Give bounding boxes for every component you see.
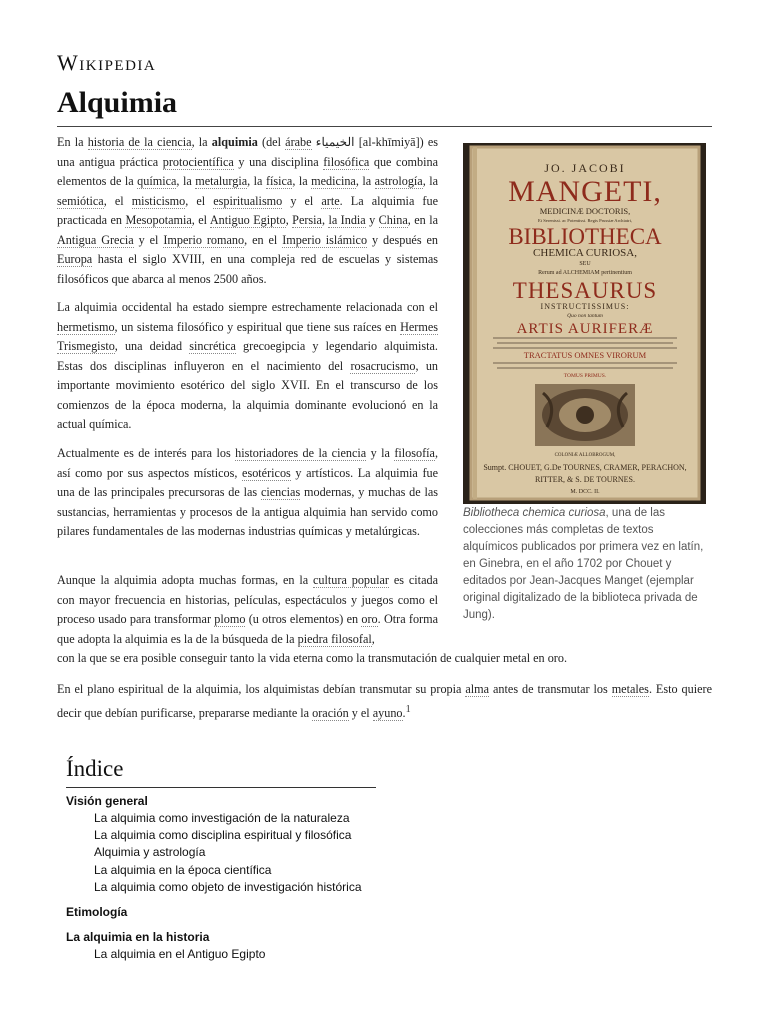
link-fisica[interactable]: física	[265, 174, 293, 188]
image-text-author: JO. JACOBI	[544, 161, 626, 175]
link-historiadores-ciencia[interactable]: historiadores de la ciencia	[235, 446, 367, 460]
link-hermes-trismegisto[interactable]: Hermes Trismegisto	[57, 319, 438, 353]
image-text-year: M. DCC. II.	[570, 489, 600, 495]
link-espiritualismo[interactable]: espiritualismo	[213, 193, 283, 208]
link-alma[interactable]: alma	[465, 682, 490, 696]
paragraph-occidental: La alquimia occidental ha estado siempre estrechamente relacionada con el hermetismo, un sistema filosófico y espiritual que tiene sus raíces en Hermes Trismegisto, una deidad sincrética grecoegipcia y legendario alquimista. Estas dos disciplinas influyeron en el nacimiento del rosacrucismo, un importante movimiento esotérico del siglo XVII. En el transcurso de los comienzos de la época moderna, la alquimia dominante evolucionó en la actual química.	[57, 300, 439, 431]
toc-divider	[66, 787, 376, 788]
image-text-bib: BIBLIOTHECA	[508, 224, 662, 249]
link-china[interactable]: China	[378, 213, 408, 227]
image-text-tract: TRACTATUS OMNES VIRORUM	[523, 350, 647, 360]
link-cultura-popular[interactable]: cultura popular	[313, 573, 389, 587]
paragraph-intro: En la historia de la ciencia, la alquimia (del árabe الخيمياء [al-khīmiyā]) es una antigua práctica protocientífica y una disciplina filosófica que combina elementos de la química, la metalurgia, la física, la medicina, la astrología, la semiótica, el misticismo, el espiritualismo y el arte. La alquimia fue practicada en Mesopotamia, el Antiguo Egipto, Persia, la India y China, en la Antigua Grecia y el Imperio romano, en el Imperio islámico y después en Europa hasta el siglo XVIII, en una compleja red de escuelas y sistemas filosóficos que abarca al menos 2500 años.	[57, 135, 439, 286]
link-sincretica[interactable]: sincrética	[189, 339, 236, 353]
link-arabe[interactable]: árabe	[285, 135, 312, 149]
link-antiguo-egipto[interactable]: Antiguo Egipto	[209, 213, 286, 227]
link-ciencias[interactable]: ciencias	[260, 485, 301, 499]
page-title: Alquimia	[57, 86, 178, 119]
reference-1[interactable]: 1	[405, 703, 411, 715]
link-misticismo[interactable]: misticismo	[131, 193, 186, 208]
image-text-chem: CHEMICA CURIOSA,	[533, 247, 637, 259]
figure-bibliotheca	[463, 143, 706, 624]
image-text-instr: INSTRUCTISSIMUS:	[540, 302, 630, 311]
link-antigua-grecia[interactable]: Antigua Grecia	[57, 232, 134, 247]
link-astrologia[interactable]: astrología	[374, 174, 423, 188]
toc-subitem[interactable]: La alquimia en la época científica	[94, 862, 272, 877]
title-divider	[57, 126, 712, 127]
link-oro[interactable]: oro	[361, 612, 378, 626]
link-europa[interactable]: Europa	[57, 252, 93, 266]
image-text-tomus: TOMUS PRIMUS.	[563, 373, 607, 379]
term-alquimia: alquimia	[211, 135, 258, 149]
figure-caption: Bibliotheca chemica curiosa, una de las colecciones más completas de textos alquímicos publicados por primera vez en latín, en Ginebra, en el año 1702 por Chouet y editados por Jean-Jacques Manget (ejemplar original digitalizado de la biblioteca privada de Jung).	[463, 507, 704, 621]
link-filosofia[interactable]: filosofía	[394, 446, 435, 460]
link-arte[interactable]: arte	[321, 193, 340, 208]
toc-item-alquimia-historia[interactable]: La alquimia en la historia	[66, 930, 210, 945]
link-semiotica[interactable]: semiótica	[57, 193, 104, 208]
link-plomo[interactable]: plomo	[214, 612, 246, 626]
link-esotericos[interactable]: esotéricos	[242, 465, 291, 480]
link-piedra-filosofal[interactable]: piedra filosofal	[297, 631, 372, 646]
link-metales[interactable]: metales	[611, 682, 649, 696]
image-text-quo: Quo non tantum	[567, 313, 603, 319]
image-text-sumpt2: RITTER, & S. DE TOURNES.	[535, 475, 635, 484]
link-persia[interactable]: Persia	[292, 213, 322, 227]
link-historia-ciencia[interactable]: historia de la ciencia	[87, 135, 192, 149]
toc-subitem[interactable]: Alquimia y astrología	[94, 845, 206, 860]
link-la-india[interactable]: la India	[328, 213, 366, 227]
paragraph-cultura-popular: Aunque la alquimia adopta muchas formas, en la cultura popular es citada con mayor frecuencia en historias, películas, espectáculos y juegos como el proceso usado para transformar plomo (u otros elementos) en oro. Otra forma que adopta la alquimia es la de la búsqueda de la piedra filosofal,	[57, 573, 438, 646]
ornamental-vignette	[535, 384, 635, 446]
paragraph-plano-espiritual: En el plano espiritual de la alquimia, los alquimistas debían transmutar su propia alma antes de transmutar los metales. Esto quiere decir que debían purificarse, prepararse mediante la oración y el ayuno.$^1$	[57, 682, 712, 720]
image-text-role: MEDICINÆ DOCTORIS,	[539, 206, 631, 216]
link-quimica[interactable]: química	[137, 174, 177, 188]
paragraph-actualmente: Actualmente es de interés para los historiadores de la ciencia y la filosofía, así como por sus aspectos místicos, esotéricos y artísticos. La alquimia fue una de las principales precursoras de las ciencias modernas, y muchas de las sustancias, herramientas y procesos de la antigua alquimia han servido como pilares fundamentales de las modernas industrias químicas y metalúrgicas.	[57, 446, 439, 538]
link-hermetismo[interactable]: hermetismo	[57, 319, 115, 334]
link-medicina[interactable]: medicina	[311, 174, 356, 188]
image-text-seu: SEU	[579, 261, 591, 267]
link-mesopotamia[interactable]: Mesopotamia	[125, 213, 192, 227]
link-filosofica[interactable]: filosófica	[323, 154, 370, 169]
link-oracion[interactable]: oración	[312, 705, 349, 720]
paragraph-cultura-popular-tail: con la que se era posible conseguir tanto la vida eterna como la transmutación de cualquier metal en oro.	[57, 651, 567, 665]
toc-title: Índice	[66, 756, 124, 781]
link-rosacrucismo[interactable]: rosacrucismo	[350, 358, 416, 373]
image-text-sumpt1: Sumpt. CHOUET, G.De TOURNES, CRAMER, PERACHON,	[483, 463, 687, 472]
image-text-line1: Et Serenissi. ac Potentissi. Regis Prussiæ Archiatri,	[537, 218, 633, 223]
image-text-colon: COLONIÆ ALLOBROGUM,	[554, 453, 616, 458]
toc-subitem[interactable]: La alquimia como disciplina espiritual y filosófica	[94, 828, 352, 843]
link-ayuno[interactable]: ayuno	[372, 705, 403, 720]
toc-subitem[interactable]: La alquimia como objeto de investigación histórica	[94, 879, 362, 894]
toc-subitem[interactable]: La alquimia en el Antiguo Egipto	[94, 947, 266, 962]
book-title-page-image[interactable]	[463, 143, 706, 504]
table-of-contents	[66, 793, 362, 963]
wikipedia-logo[interactable]: Wikipedia	[57, 50, 157, 75]
link-protocientifica[interactable]: protocientífica	[162, 154, 234, 169]
image-text-name: MANGETI,	[508, 175, 662, 208]
toc-item-vision-general[interactable]: Visión general	[66, 794, 148, 808]
image-text-thesaurus: THESAURUS	[512, 278, 658, 303]
link-imperio-islamico[interactable]: Imperio islámico	[282, 232, 368, 247]
toc-subitem[interactable]: La alquimia como investigación de la naturaleza	[94, 811, 350, 825]
image-text-rerum: Rerum ad ALCHEMIAM pertinentium	[538, 270, 632, 276]
link-metalurgia[interactable]: metalurgia	[195, 174, 248, 188]
link-imperio-romano[interactable]: Imperio romano	[163, 232, 245, 247]
image-text-artis: ARTIS AURIFERÆ	[516, 321, 654, 337]
toc-item-etimologia[interactable]: Etimología	[66, 905, 128, 920]
